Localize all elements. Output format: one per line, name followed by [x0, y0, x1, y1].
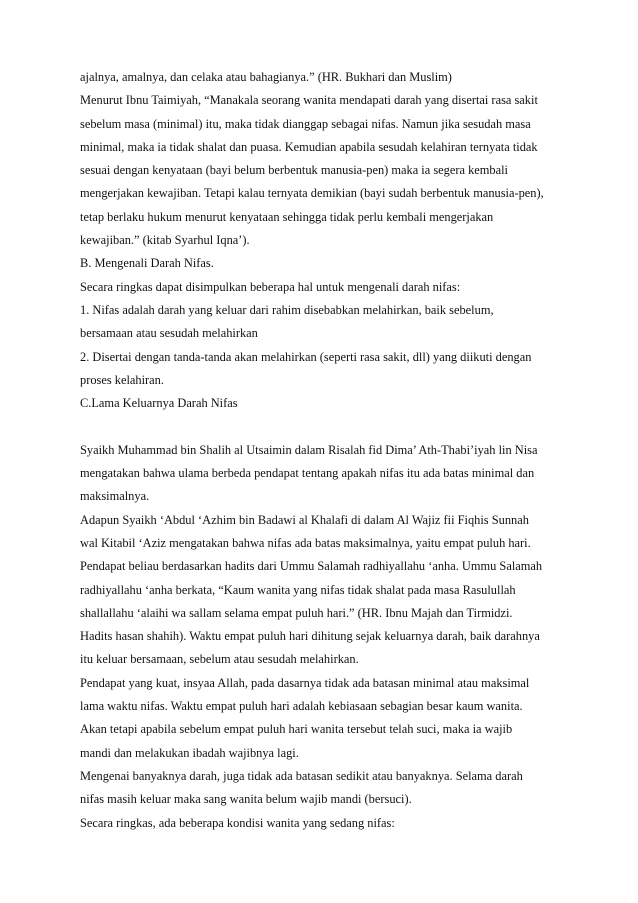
text-line: Akan tetapi apabila sebelum empat puluh hari wanita tersebut telah suci, maka ia wajib [80, 722, 513, 737]
text-line: sebelum masa (minimal) itu, maka tidak dianggap sebagai nifas. Namun jika sesudah masa [80, 116, 531, 131]
blank-line [80, 415, 570, 438]
document-page [80, 66, 570, 835]
section-heading: C.Lama Keluarnya Darah Nifas [80, 396, 238, 411]
text-line: nifas masih keluar maka sang wanita belum wajib mandi (bersuci). [80, 792, 412, 807]
list-item: 1. Nifas adalah darah yang keluar dari rahim disebabkan melahirkan, baik sebelum, [80, 302, 494, 317]
text-line: wal Kitabil ‘Aziz mengatakan bahwa nifas ada batas maksimalnya, yaitu empat puluh hari. [80, 535, 531, 550]
text-line: Syaikh Muhammad bin Shalih al Utsaimin dalam Risalah fid Dima’ Ath-Thabi’iyah lin Nisa [80, 442, 538, 457]
text-line: bersamaan atau sesudah melahirkan [80, 326, 258, 341]
text-line: Secara ringkas, ada beberapa kondisi wanita yang sedang nifas: [80, 815, 395, 830]
text-line: Secara ringkas dapat disimpulkan beberapa hal untuk mengenali darah nifas: [80, 279, 461, 294]
text-line: Adapun Syaikh ‘Abdul ‘Azhim bin Badawi al Khalafi di dalam Al Wajiz fii Fiqhis Sunnah [80, 512, 529, 527]
text-line: itu keluar bersamaan, sebelum atau sesudah melahirkan. [80, 652, 359, 667]
list-item: 2. Disertai dengan tanda-tanda akan melahirkan (seperti rasa sakit, dll) yang diikuti dengan [80, 349, 532, 364]
text-line: Hadits hasan shahih). Waktu empat puluh hari dihitung sejak keluarnya darah, baik darahnya [80, 629, 540, 644]
text-line: maksimalnya. [80, 489, 150, 504]
section-heading: B. Mengenali Darah Nifas. [80, 256, 214, 271]
text-line: mengatakan bahwa ulama berbeda pendapat tentang apakah nifas itu ada batas minimal dan [80, 466, 535, 481]
text-line: tetap berlaku hukum menurut kenyataan sehingga tidak perlu kembali mengerjakan [80, 209, 494, 224]
text-line: shallallahu ‘alaihi wa sallam selama empat puluh hari.” (HR. Ibnu Majah dan Tirmidzi. [80, 605, 513, 620]
text-line: lama waktu nifas. Waktu empat puluh hari adalah kebiasaan sebagian besar kaum wanita. [80, 699, 523, 714]
text-line: proses kelahiran. [80, 372, 164, 387]
text-line: radhiyallahu ‘anha berkata, “Kaum wanita yang nifas tidak shalat pada masa Rasulullah [80, 582, 516, 597]
text-line: Menurut Ibnu Taimiyah, “Manakala seorang wanita mendapati darah yang disertai rasa sakit [80, 93, 538, 108]
text-line: Pendapat beliau berdasarkan hadits dari Ummu Salamah radhiyallahu ‘anha. Ummu Salamah [80, 559, 543, 574]
text-line: mengerjakan kewajiban. Tetapi kalau ternyata demikian (bayi sudah berbentuk manusia-pen), [80, 186, 544, 201]
text-line: kewajiban.” (kitab Syarhul Iqna’). [80, 233, 250, 248]
text-line: mandi dan melakukan ibadah wajibnya lagi. [80, 745, 299, 760]
text-line: minimal, maka ia tidak shalat dan puasa. Kemudian apabila sesudah kelahiran ternyata tidak [80, 139, 538, 154]
text-line: sesuai dengan kenyataan (bayi belum berbentuk manusia-pen) maka ia segera kembali [80, 163, 508, 178]
text-line: Mengenai banyaknya darah, juga tidak ada batasan sedikit atau banyaknya. Selama darah [80, 768, 523, 783]
text-line: Pendapat yang kuat, insyaa Allah, pada dasarnya tidak ada batasan minimal atau maksimal [80, 675, 530, 690]
text-line: ajalnya, amalnya, dan celaka atau bahagianya.” (HR. Bukhari dan Muslim) [80, 70, 452, 84]
